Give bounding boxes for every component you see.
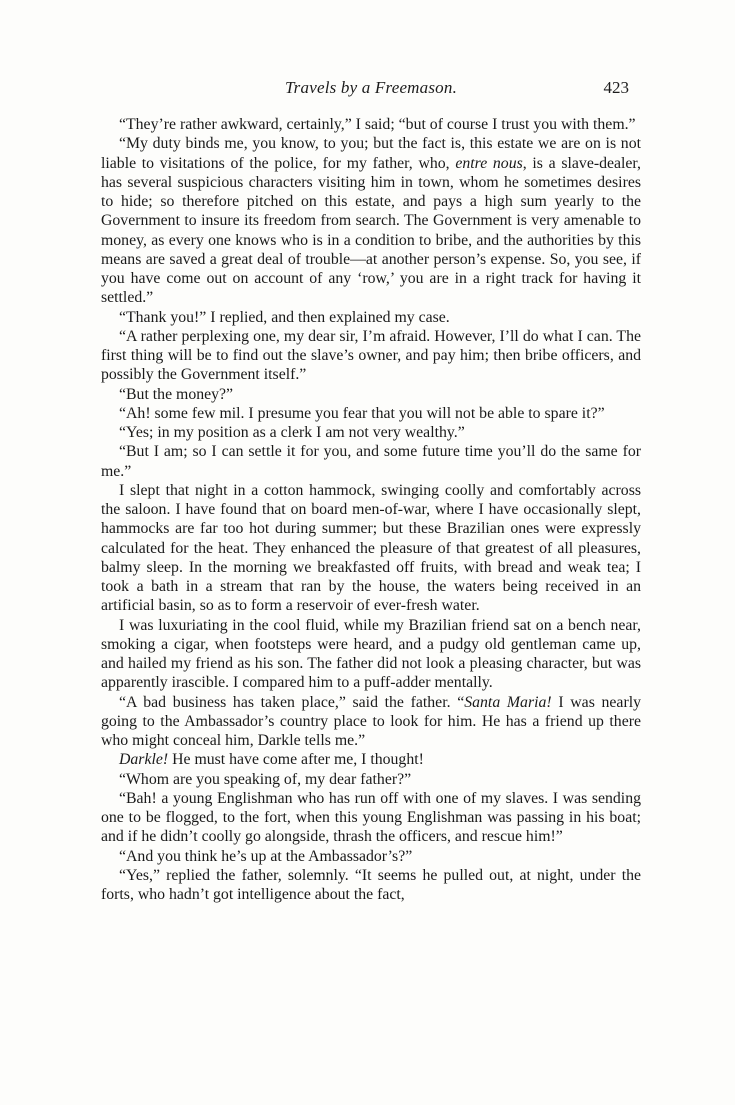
paragraph: I slept that night in a cotton hammock, swinging coolly and comfortably across the saloon. I have found that on board men-of-war, where I have occasionally slept, hammocks are far too hot during summer; but these Brazilian ones were expressly calculated for the heat. They enhanced the pleasure of that greatest of all pleasures, balmy sleep. In the morning we breakfasted off fruits, with bread and weak tea; I took a bath in a stream that ran by the house, the waters being received in an artificial basin, so as to form a reservoir of ever-fresh water. [101, 481, 641, 615]
page-header [101, 78, 641, 102]
paragraph: Darkle! He must have come after me, I thought! [119, 751, 424, 769]
paragraph: “Yes; in my position as a clerk I am not very wealthy.” [119, 424, 465, 441]
body-text [101, 115, 641, 904]
paragraph: “A rather perplexing one, my dear sir, I’m afraid. However, I’ll do what I can. The first thing will be to find out the slave’s owner, and pay him; then bribe officers, and possibly the Government itself.” [101, 327, 641, 384]
paragraph: “A bad business has taken place,” said the father. “Santa Maria! I was nearly going to the Ambassador’s country place to look for him. He has a friend up there who might conceal him, Darkle tells me.” [101, 693, 641, 749]
paragraph: “Bah! a young Englishman who has run off with one of my slaves. I was sending one to be flogged, to the fort, when this young Englishman was passing in his boat; and if he didn’t coolly go alongside, thrash the officers, and rescue him!” [101, 789, 641, 846]
paragraph: “Thank you!” I replied, and then explained my case. [119, 308, 450, 326]
paragraph: “They’re rather awkward, certainly,” I said; “but of course I trust you with them.” [119, 116, 636, 133]
page-number: 423 [603, 78, 629, 97]
paragraph: “My duty binds me, you know, to you; but the fact is, this estate we are on is not liable to visitations of the police, for my father, who, entre nous, is a slave-dealer, has several suspicious characters visiting him in town, whom he sometimes desires to hide; so therefore pitched on this estate, and pays a high sum yearly to the Government to insure its freedom from search. The Government is very amenable to money, as every one knows who is in a condition to bribe, and the authorities by this means are saved a great deal of trouble—at another person’s expense. So, you see, if you have come out on account of any ‘row,’ you are in a right track for having it settled.” [101, 135, 642, 307]
paragraph: “Whom are you speaking of, my dear father?” [119, 770, 412, 788]
paragraph: “Yes,” replied the father, solemnly. “It seems he pulled out, at night, under the forts, who hadn’t got intelligence about the fact, [101, 866, 641, 903]
paragraph: “Ah! some few mil. I presume you fear that you will not be able to spare it?” [119, 404, 605, 422]
paragraph: “And you think he’s up at the Ambassador’s?” [119, 847, 413, 865]
paragraph: I was luxuriating in the cool fluid, while my Brazilian friend sat on a bench near, smoking a cigar, when footsteps were heard, and a pudgy old gentleman came up, and hailed my friend as his son. The father did not look a pleasing character, but was apparently irascible. I compared him to a puff-adder mentally. [101, 616, 641, 692]
paragraph: “But I am; so I can settle it for you, and some future time you’ll do the same for me.” [101, 443, 641, 480]
running-title: Travels by a Freemason. [284, 78, 458, 97]
paragraph: “But the money?” [119, 385, 234, 403]
